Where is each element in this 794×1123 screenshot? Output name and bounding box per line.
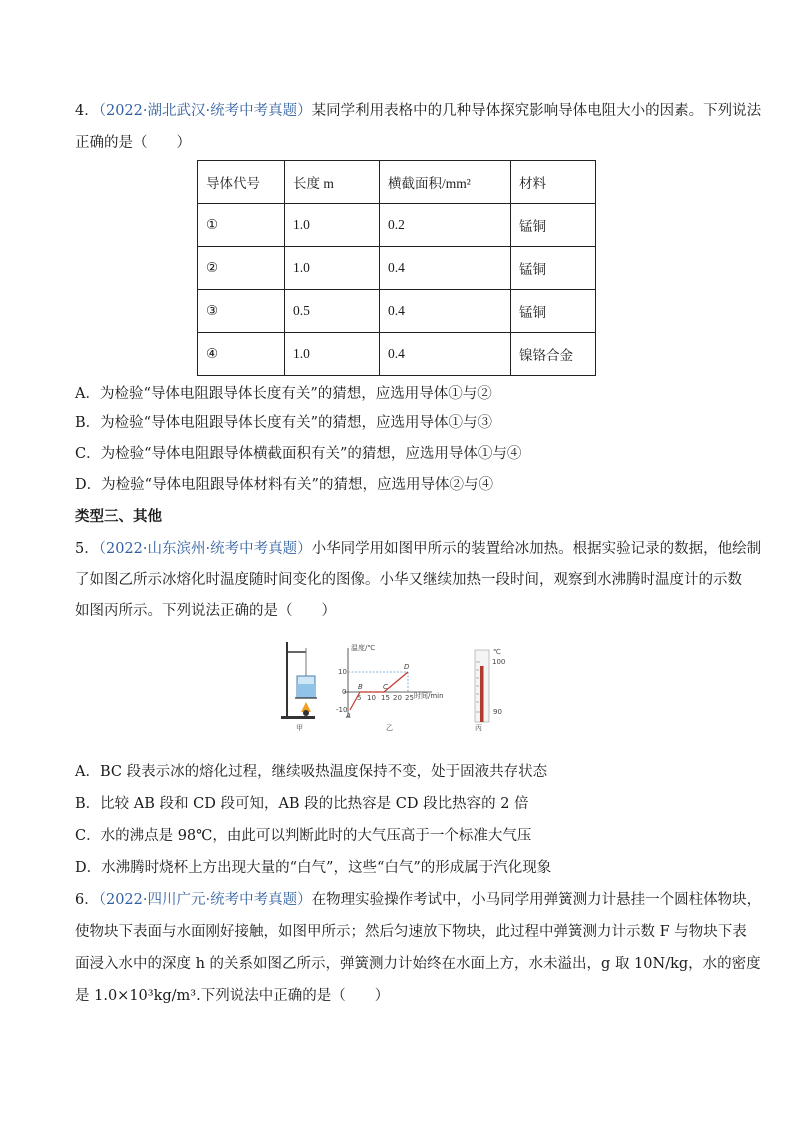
table-row [198,290,596,333]
y-tick: 0 [342,688,347,696]
q6-stem-line3: 面浸入水中的深度 h 的关系如图乙所示，弹簧测力计始终在水面上方，水未溢出，g 取 10N/kg，水的密度 [75,956,761,972]
q4-stem-line2: 正确的是（ ） [75,135,191,151]
x-tick: 20 [393,694,402,702]
table-cell: 镍铬合金 [511,333,596,376]
y-tick: -10 [336,706,348,714]
caption-jia: 甲 [296,724,303,732]
q4-number: 4． [75,103,99,119]
table-header-cell: 导体代号 [198,161,285,204]
q5-option-a: A．BC 段表示冰的熔化过程，继续吸热温度保持不变，处于固液共存状态 [75,764,548,780]
q6-number: 6． [75,892,99,908]
q4-stem-a: 某同学利用表格中的几种导体探究影响导体电阻大小的因素。下列说法 [311,103,762,119]
table-cell: 1.0 [285,247,380,290]
section-heading: 类型三、其他 [75,508,162,525]
y-tick: 10 [338,668,347,676]
thermometer-unit: ℃ [493,648,501,656]
x-tick: 5 [357,694,362,702]
table-header-cell: 长度 m [285,161,380,204]
q5-source: （2022·山东滨州·统考中考真题） [98,541,312,557]
table-header-cell: 横截面积/mm² [380,161,511,204]
table-cell: 锰铜 [511,204,596,247]
table-row [198,204,596,247]
table-row [198,333,596,376]
graph-ylabel: 温度/℃ [351,644,376,652]
apparatus-illustration [281,642,317,719]
thermometer-illustration [475,648,505,722]
q5-figure [280,640,520,732]
q5-number: 5． [75,541,99,557]
q4-stem-line1 [75,101,761,121]
table-cell: 锰铜 [511,290,596,333]
point-label: A [346,712,351,720]
table-header-row [198,161,596,204]
q6-source: （2022·四川广元·统考中考真题） [98,892,312,908]
table-cell: 锰铜 [511,247,596,290]
table-cell: 1.0 [285,204,380,247]
table-cell: ④ [198,333,285,376]
table-cell: 0.2 [380,204,511,247]
thermometer-tick-90: 90 [493,708,502,716]
table-cell: 1.0 [285,333,380,376]
temperature-graph [336,643,444,720]
q4-option-c: C．为检验“导体电阻跟导体横截面积有关”的猜想，应选用导体①与④ [75,446,522,462]
q5-option-b: B．比较 AB 段和 CD 段可知，AB 段的比热容是 CD 段比热容的 2 倍 [75,796,529,812]
q5-stem-a: 小华同学用如图甲所示的装置给冰加热。根据实验记录的数据，他绘制 [311,541,762,557]
q4-option-d: D．为检验“导体电阻跟导体材料有关”的猜想，应选用导体②与④ [75,477,493,493]
table-cell: ① [198,204,285,247]
q6-stem-line4: 是 1.0×10³kg/m³.下列说法中正确的是（ ） [75,988,390,1004]
table-cell: ③ [198,290,285,333]
table-cell: ② [198,247,285,290]
table-cell: 0.4 [380,290,511,333]
q6-stem-line1 [75,890,761,910]
x-tick: 10 [367,694,376,702]
q5-stem-line2: 了如图乙所示冰熔化时温度随时间变化的图像。小华又继续加热一段时间，观察到水沸腾时温度计的示数 [75,572,742,588]
q4-option-a: A．为检验“导体电阻跟导体长度有关”的猜想，应选用导体①与② [75,386,492,402]
thermometer-tick-100: 100 [492,658,506,666]
q4-option-b: B．为检验“导体电阻跟导体长度有关”的猜想，应选用导体①与③ [75,415,492,431]
point-label: D [404,663,410,671]
table-cell: 0.4 [380,247,511,290]
q5-stem-line3: 如图丙所示。下列说法正确的是（ ） [75,603,336,619]
x-tick: 25 [405,694,414,702]
table-cell: 0.4 [380,333,511,376]
caption-yi: 乙 [386,724,393,732]
q5-option-d: D．水沸腾时烧杯上方出现大量的“白气”，这些“白气”的形成属于汽化现象 [75,860,552,876]
table-header-cell: 材料 [511,161,596,204]
q6-stem-a: 在物理实验操作考试中，小马同学用弹簧测力计悬挂一个圆柱体物块， [311,892,762,908]
table-row [198,247,596,290]
q5-stem-line1 [75,539,761,559]
point-label: B [358,683,363,691]
table-cell: 0.5 [285,290,380,333]
q6-stem-line2: 使物块下表面与水面刚好接触，如图甲所示；然后匀速放下物块，此过程中弹簧测力计示数 F 与物块下表 [75,924,747,940]
conductor-table [197,160,596,376]
x-tick: 15 [381,694,390,702]
q4-source: （2022·湖北武汉·统考中考真题） [98,103,312,119]
q5-option-c: C．水的沸点是 98℃，由此可以判断此时的大气压高于一个标准大气压 [75,828,532,844]
caption-bing: 丙 [475,724,482,732]
graph-xlabel: 时间/min [414,692,444,700]
point-label: C [383,683,388,691]
